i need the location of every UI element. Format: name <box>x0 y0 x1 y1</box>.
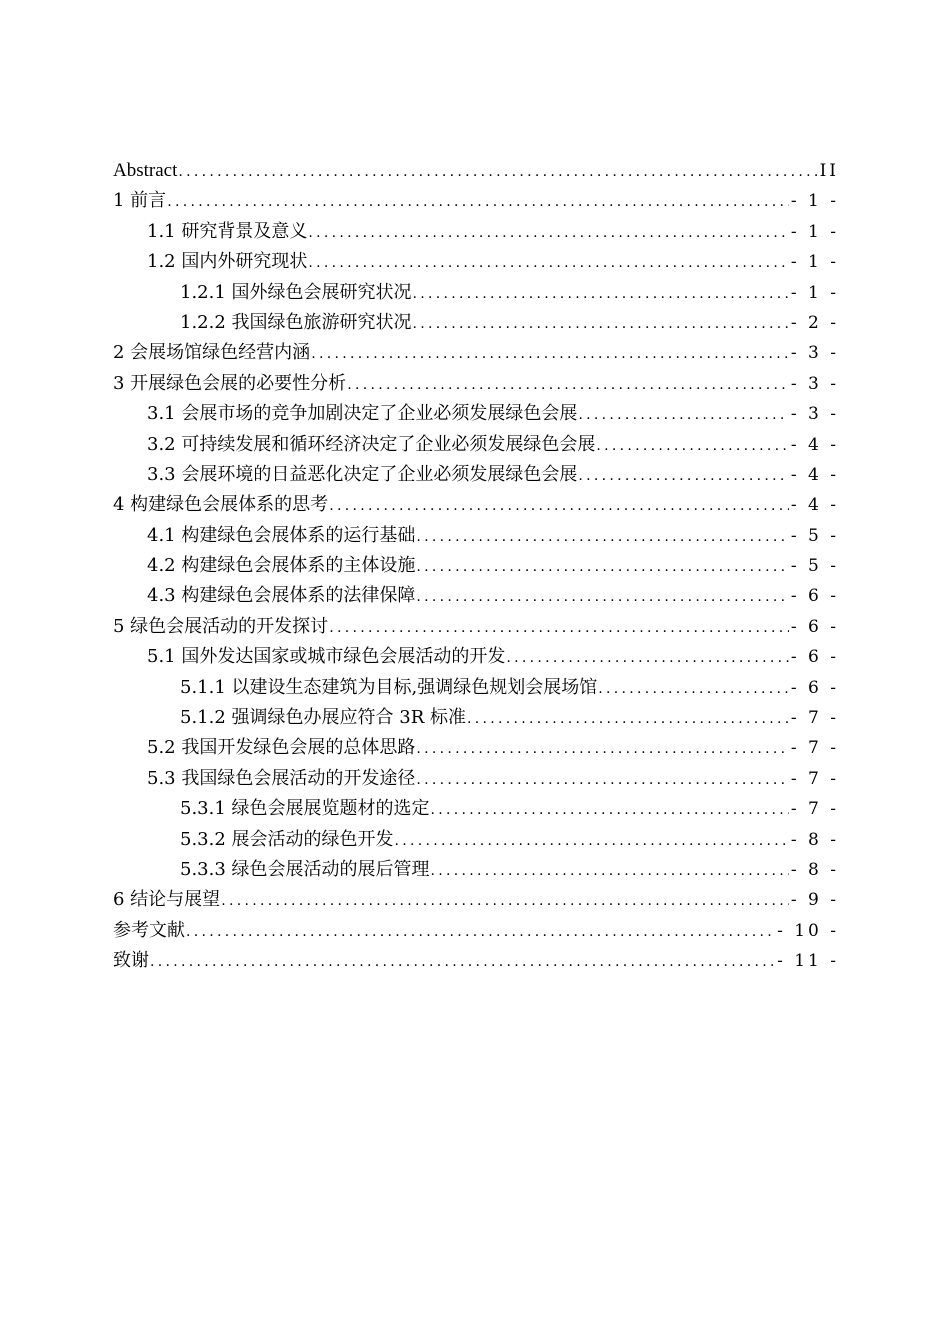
toc-entry-3-2[interactable] <box>113 430 839 460</box>
toc-entry-page: - 5 - <box>790 556 839 577</box>
toc-dot-leader <box>416 765 789 795</box>
toc-entry-page: - 7 - <box>790 738 839 759</box>
toc-entry-1-2[interactable] <box>113 247 839 277</box>
toc-entry-5-3-2[interactable] <box>113 825 839 855</box>
toc-dot-leader <box>413 309 789 339</box>
toc-dot-leader <box>431 856 789 886</box>
toc-entry-4-1[interactable] <box>113 521 839 551</box>
toc-entry-title: 3 开展绿色会展的必要性分析 <box>113 372 347 394</box>
toc-entry-page: II <box>819 161 839 181</box>
toc-entry-title: 5.3.3 绿色会展活动的展后管理 <box>180 858 430 880</box>
toc-entry-5-3[interactable] <box>113 764 839 794</box>
toc-entry-3-1[interactable] <box>113 399 839 429</box>
toc-entry-page: - 7 - <box>790 799 839 820</box>
toc-entry-5-2[interactable] <box>113 733 839 763</box>
toc-entry-2[interactable] <box>113 338 839 368</box>
toc-entry-abstract[interactable] <box>113 156 839 186</box>
toc-entry-title: 5.3.2 展会活动的绿色开发 <box>180 828 394 850</box>
toc-entry-3[interactable] <box>113 369 839 399</box>
toc-entry-title: 5 绿色会展活动的开发探讨 <box>113 615 329 637</box>
toc-entry-1[interactable] <box>113 186 839 216</box>
toc-entry-4-3[interactable] <box>113 581 839 611</box>
toc-dot-leader <box>329 613 789 643</box>
toc-entry-page: - 2 - <box>790 312 839 333</box>
toc-entry-3-3[interactable] <box>113 460 839 490</box>
toc-entry-title: 1.2 国内外研究现状 <box>147 251 308 273</box>
toc-entry-5-3-3[interactable] <box>113 855 839 885</box>
toc-entry-4-2[interactable] <box>113 551 839 581</box>
toc-dot-leader <box>467 704 789 734</box>
toc-entry-page: - 4 - <box>790 495 839 516</box>
toc-entry-title: 5.2 我国开发绿色会展的总体思路 <box>147 737 416 759</box>
toc-entry-page: - 3 - <box>790 373 839 394</box>
toc-dot-leader <box>395 826 789 856</box>
toc-entry-page: - 6 - <box>790 616 839 637</box>
toc-entry-page: - 3 - <box>790 404 839 425</box>
toc-entry-title: 1.1 研究背景及意义 <box>147 220 308 242</box>
toc-entry-page: - 1 - <box>790 191 839 212</box>
toc-entry-title: 2 会展场馆绿色经营内涵 <box>113 342 311 364</box>
toc-entry-page: - 11 - <box>777 951 839 972</box>
toc-dot-leader <box>308 218 789 248</box>
toc-entry-title: 5.1.2 强调绿色办展应符合 3R 标准 <box>180 707 466 729</box>
toc-entry-title: 4.1 构建绿色会展体系的运行基础 <box>147 524 416 546</box>
toc-entry-title: 4.2 构建绿色会展体系的主体设施 <box>147 555 416 577</box>
toc-entry-page: - 10 - <box>777 920 839 941</box>
toc-entry-page: - 1 - <box>790 221 839 242</box>
toc-entry-title: 参考文献 <box>113 919 185 941</box>
toc-entry-1-1[interactable] <box>113 217 839 247</box>
toc-dot-leader <box>416 552 789 582</box>
toc-entry-title: 5.3 我国绿色会展活动的开发途径 <box>147 767 416 789</box>
toc-entry-page: - 6 - <box>790 586 839 607</box>
toc-entry-page: - 4 - <box>790 464 839 485</box>
toc-entry-title: 4.3 构建绿色会展体系的法律保障 <box>147 585 416 607</box>
toc-dot-leader <box>506 643 789 673</box>
toc-entry-title: 5.3.1 绿色会展展览题材的选定 <box>180 798 430 820</box>
toc-entry-page: - 8 - <box>790 829 839 850</box>
toc-entry-page: - 9 - <box>790 890 839 911</box>
toc-dot-leader <box>178 157 817 187</box>
toc-entry-title: 6 结论与展望 <box>113 889 221 911</box>
toc-entry-page: - 1 - <box>790 252 839 273</box>
toc-dot-leader <box>413 279 789 309</box>
toc-entry-page: - 6 - <box>790 647 839 668</box>
toc-entry-title: 4 构建绿色会展体系的思考 <box>113 494 329 516</box>
toc-entry-title: 5.1 国外发达国家或城市绿色会展活动的开发 <box>147 646 506 668</box>
toc-dot-leader <box>598 674 789 704</box>
toc-dot-leader <box>221 886 789 916</box>
toc-entry-title: 3.3 会展环境的日益恶化决定了企业必须发展绿色会展 <box>147 463 578 485</box>
toc-entry-5[interactable] <box>113 612 839 642</box>
toc-dot-leader <box>431 795 789 825</box>
table-of-contents <box>113 156 839 977</box>
toc-entry-title: 1.2.2 我国绿色旅游研究状况 <box>180 311 412 333</box>
toc-entry-title: 致谢 <box>113 950 149 972</box>
toc-entry-references[interactable] <box>113 916 839 946</box>
toc-entry-page: - 5 - <box>790 525 839 546</box>
toc-entry-5-1-1[interactable] <box>113 673 839 703</box>
toc-entry-5-1[interactable] <box>113 642 839 672</box>
toc-entry-page: - 1 - <box>790 282 839 303</box>
toc-dot-leader <box>186 917 775 947</box>
toc-entry-page: - 6 - <box>790 677 839 698</box>
toc-entry-page: - 3 - <box>790 343 839 364</box>
toc-entry-5-3-1[interactable] <box>113 794 839 824</box>
toc-dot-leader <box>416 582 789 612</box>
toc-dot-leader <box>167 187 789 217</box>
toc-entry-page: - 4 - <box>790 434 839 455</box>
toc-dot-leader <box>329 491 789 521</box>
toc-entry-acknowledgements[interactable] <box>113 946 839 976</box>
toc-entry-title: 1 前言 <box>113 190 167 212</box>
toc-entry-page: - 7 - <box>790 768 839 789</box>
toc-dot-leader <box>347 370 789 400</box>
toc-entry-6[interactable] <box>113 885 839 915</box>
toc-dot-leader <box>150 947 775 977</box>
toc-entry-1-2-2[interactable] <box>113 308 839 338</box>
toc-dot-leader <box>416 734 789 764</box>
toc-dot-leader <box>308 248 789 278</box>
toc-dot-leader <box>578 400 789 430</box>
toc-entry-title: Abstract <box>113 160 178 181</box>
toc-entry-title: 3.2 可持续发展和循环经济决定了企业必须发展绿色会展 <box>147 433 596 455</box>
toc-entry-page: - 7 - <box>790 708 839 729</box>
toc-dot-leader <box>596 431 789 461</box>
toc-dot-leader <box>578 461 789 491</box>
toc-dot-leader <box>311 339 789 369</box>
toc-entry-page: - 8 - <box>790 859 839 880</box>
toc-dot-leader <box>416 522 789 552</box>
toc-entry-1-2-1[interactable] <box>113 278 839 308</box>
toc-entry-4[interactable] <box>113 490 839 520</box>
toc-entry-title: 3.1 会展市场的竞争加剧决定了企业必须发展绿色会展 <box>147 403 578 425</box>
toc-entry-title: 1.2.1 国外绿色会展研究状况 <box>180 281 412 303</box>
toc-entry-title: 5.1.1 以建设生态建筑为目标,强调绿色规划会展场馆 <box>180 676 598 698</box>
toc-entry-5-1-2[interactable] <box>113 703 839 733</box>
